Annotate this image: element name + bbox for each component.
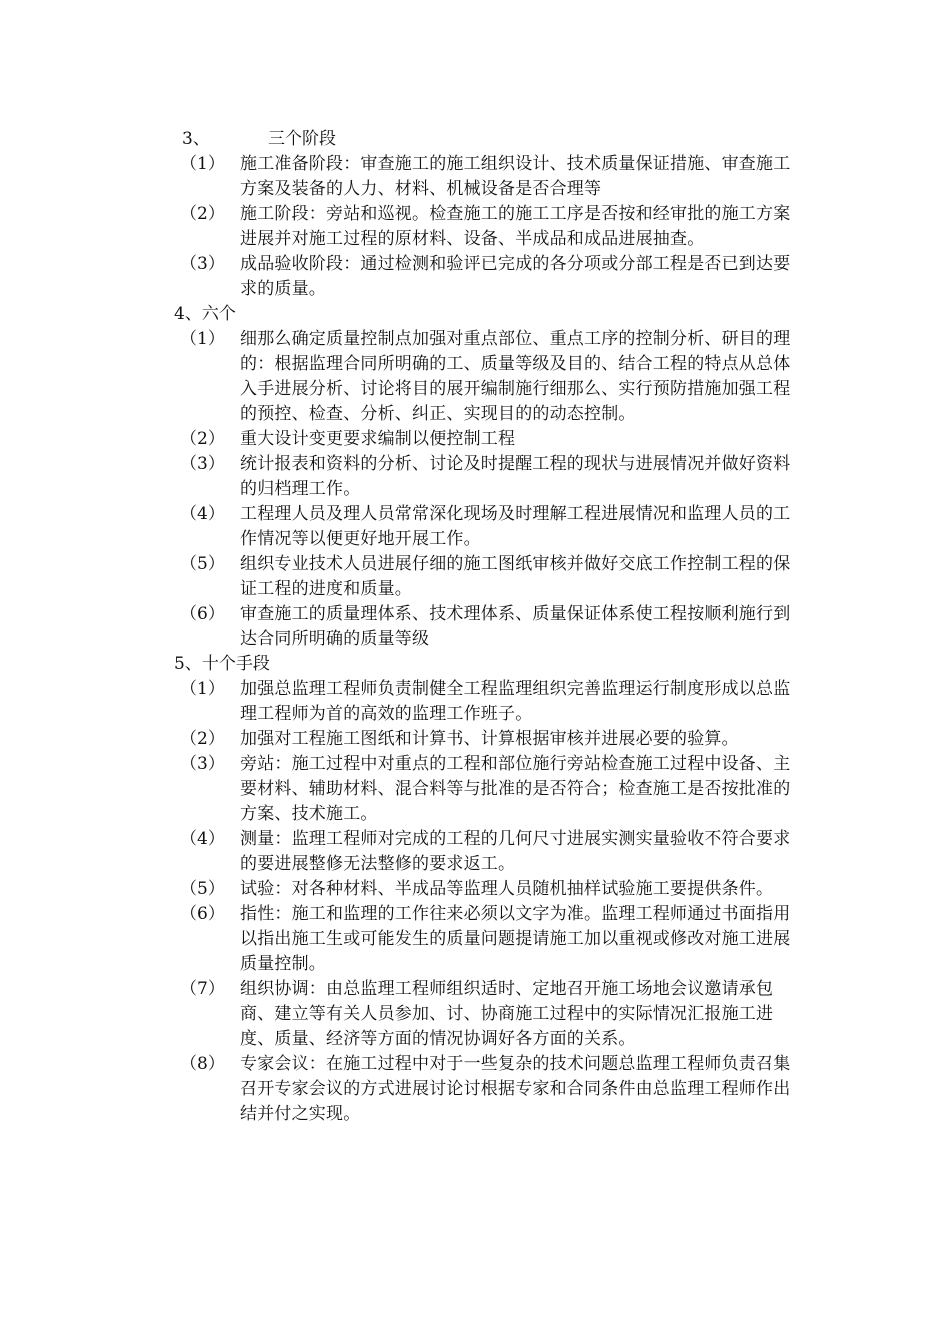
item-number: （2） bbox=[180, 429, 225, 449]
section-title: 十个手段 bbox=[201, 654, 270, 674]
document-body bbox=[174, 127, 804, 1127]
list-item bbox=[180, 152, 804, 202]
item-text: 组织专业技术人员进展仔细的施工图纸审核并做好交底工作控制工程的保证工程的进度和质量。 bbox=[240, 554, 791, 599]
item-number: （5） bbox=[180, 554, 225, 574]
list-item bbox=[180, 902, 804, 977]
item-text: 成品验收阶段：通过检测和验评已完成的各分项或分部工程是否已到达要求的质量。 bbox=[240, 254, 791, 299]
list-item bbox=[180, 977, 804, 1052]
section-number: 3、 bbox=[182, 129, 210, 149]
item-text: 组织协调：由总监理工程师组织适时、定地召开施工场地会议邀请承包商、建立等有关人员参加、讨、协商施工过程中的实际情况汇报施工进度、质量、经济等方面的情况协调好各方面的关系。 bbox=[240, 979, 774, 1049]
item-text: 统计报表和资料的分析、讨论及时提醒工程的现状与进展情况并做好资料的归档理工作。 bbox=[240, 454, 791, 499]
list-item bbox=[180, 877, 804, 902]
section-heading bbox=[174, 652, 804, 677]
list-item bbox=[180, 202, 804, 252]
list-item bbox=[180, 252, 804, 302]
item-number: （3） bbox=[180, 254, 225, 274]
list-item bbox=[180, 327, 804, 427]
list-item bbox=[180, 452, 804, 502]
item-text: 加强对工程施工图纸和计算书、计算根据审核并进展必要的验算。 bbox=[240, 729, 739, 749]
item-number: （6） bbox=[180, 904, 225, 924]
item-text: 专家会议：在施工过程中对于一些复杂的技术问题总监理工程师负责召集召开专家会议的方式进展讨论讨根据专家和合同条件由总监理工程师作出结并付之实现。 bbox=[240, 1054, 791, 1124]
item-text: 测量：监理工程师对完成的工程的几何尺寸进展实测实量验收不符合要求的要进展整修无法整修的要求返工。 bbox=[240, 829, 791, 874]
section-number: 5、 bbox=[174, 654, 202, 674]
item-text: 重大设计变更要求编制以便控制工程 bbox=[240, 429, 516, 449]
item-text: 施工准备阶段：审查施工的施工组织设计、技术质量保证措施、审查施工方案及装备的人力、材料、机械设备是否合理等 bbox=[240, 154, 791, 199]
item-number: （2） bbox=[180, 204, 225, 224]
item-number: （6） bbox=[180, 604, 225, 624]
item-number: （4） bbox=[180, 829, 225, 849]
item-number: （1） bbox=[180, 679, 225, 699]
item-number: （8） bbox=[180, 1054, 225, 1074]
list-item bbox=[180, 752, 804, 827]
item-text: 加强总监理工程师负责制健全工程监理组织完善监理运行制度形成以总监理工程师为首的高效的监理工作班子。 bbox=[240, 679, 791, 724]
list-item bbox=[180, 552, 804, 602]
list-item bbox=[180, 827, 804, 877]
item-text: 施工阶段：旁站和巡视。检查施工的施工工序是否按和经审批的施工方案进展并对施工过程的原材料、设备、半成品和成品进展抽查。 bbox=[240, 204, 791, 249]
item-number: （4） bbox=[180, 504, 225, 524]
list-item bbox=[180, 677, 804, 727]
list-item bbox=[180, 602, 804, 652]
section-heading bbox=[174, 302, 804, 327]
item-text: 指性：施工和监理的工作往来必须以文字为准。监理工程师通过书面指用以指出施工生或可能发生的质量问题提请施工加以重视或修改对施工进展质量控制。 bbox=[240, 904, 791, 974]
item-text: 试验：对各种材料、半成品等监理人员随机抽样试验施工要提供条件。 bbox=[240, 879, 774, 899]
item-text: 工程理人员及理人员常常深化现场及时理解工程进展情况和监理人员的工作情况等以便更好地开展工作。 bbox=[240, 504, 791, 549]
list-item bbox=[180, 727, 804, 752]
list-item bbox=[180, 502, 804, 552]
item-number: （1） bbox=[180, 154, 225, 174]
section-title: 六个 bbox=[201, 304, 236, 324]
item-text: 审查施工的质量理体系、技术理体系、质量保证体系使工程按顺利施行到达合同所明确的质量等级 bbox=[240, 604, 791, 649]
list-item bbox=[180, 1052, 804, 1127]
item-number: （3） bbox=[180, 454, 225, 474]
item-number: （3） bbox=[180, 754, 225, 774]
section-heading bbox=[174, 127, 804, 152]
item-text: 细那么确定质量控制点加强对重点部位、重点工序的控制分析、研目的理的：根据监理合同所明确的工、质量等级及目的、结合工程的特点从总体入手进展分析、讨论将目的展开编制施行细那么、实行预防措施加强工程的预控、检查、分析、纠正、实现目的的动态控制。 bbox=[240, 329, 791, 424]
item-text: 旁站：施工过程中对重点的工程和部位施行旁站检查施工过程中设备、主要材料、辅助材料、混合料等与批准的是否符合；检查施工是否按批准的方案、技术施工。 bbox=[240, 754, 791, 824]
item-number: （7） bbox=[180, 979, 225, 999]
list-item bbox=[180, 427, 804, 452]
item-number: （5） bbox=[180, 879, 225, 899]
item-number: （1） bbox=[180, 329, 225, 349]
section-title: 三个阶段 bbox=[268, 129, 336, 149]
item-number: （2） bbox=[180, 729, 225, 749]
section-number: 4、 bbox=[174, 304, 202, 324]
